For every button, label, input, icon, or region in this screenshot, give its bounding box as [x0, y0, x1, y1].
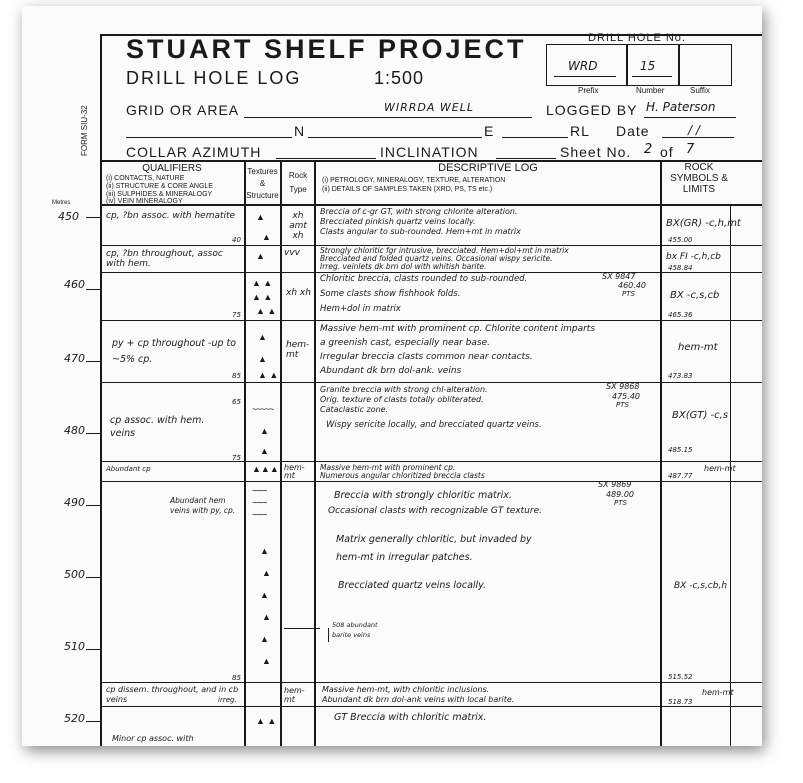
rock-type-interval-4: hem-mt: [286, 340, 310, 360]
sample-7: SX 9869: [598, 480, 632, 489]
desc-1-line-3: Clasts angular to sub-rounded. Hem+mt in matrix: [320, 227, 521, 236]
texture-triangle: ▲: [258, 332, 267, 342]
rock-title: Rock Type: [288, 171, 308, 194]
desc-item-2: (ii) DETAILS OF SAMPLES TAKEN (XRD, PS, TS etc.): [322, 186, 493, 193]
desc-4-line-4: Abundant dk brn dol-ank. veins: [320, 366, 462, 376]
desc-8-line-1: Massive hem-mt, with chloritic inclusions.: [322, 685, 490, 694]
desc-2-line-2: Brecciated and folded quartz veins. Occasional wispy sericite.: [320, 254, 553, 263]
qualifier-interval-7: Abundant hem veins with py, cp.: [170, 496, 236, 515]
date-label: Date: [616, 123, 650, 139]
texture-triangle: ▲: [262, 568, 271, 578]
texture-triangle: ▲: [258, 354, 267, 364]
qualifier-interval-8: cp dissem. throughout, and in cb veins: [106, 685, 239, 704]
sample-3-type: PTS: [622, 290, 635, 298]
desc-5-line-2: Orig. texture of clasts totally obliterated.: [320, 395, 484, 404]
rock-type-interval-8: hem-mt: [284, 686, 305, 704]
desc-8-line-2: Abundant dk brn dol-ank veins with local barite.: [322, 695, 515, 704]
core-mark-4: 65: [232, 398, 241, 406]
rock-type-interval-6: hem-mt: [284, 463, 305, 480]
depth-500: 500: [64, 568, 85, 581]
rock-type-interval-2: vvv: [284, 248, 300, 258]
rock-type-interval-3: xh xh: [286, 288, 311, 298]
texture-triangle: ▲: [260, 446, 269, 456]
desc-5-line-1: Granite breccia with strong chl-alteration.: [320, 385, 488, 394]
symbol-interval-6: hem-mt: [704, 464, 736, 473]
sheet-number[interactable]: 2: [644, 142, 653, 157]
core-mark-2: 75: [232, 311, 241, 319]
desc-1-line-1: Breccia of c-gr GT, with strong chlorite alteration.: [320, 207, 518, 216]
desc-6-line-1: Massive hem-mt with prominent cp.: [320, 463, 456, 472]
symbol-interval-3: BX -c,s,cb: [670, 290, 720, 301]
limit-interval-5: 485.15: [668, 446, 693, 454]
desc-3-line-3: Hem+dol in matrix: [320, 304, 401, 314]
qualifier-item-3: (iii) SULPHIDES & MINERALOGY: [106, 191, 213, 198]
desc-7-line-4: hem-mt in irregular patches.: [336, 552, 473, 563]
limit-interval-6: 487.77: [668, 472, 693, 480]
symbol-interval-8: hem-mt: [702, 688, 734, 697]
desc-4-line-1: Massive hem-mt with prominent cp. Chlorite content imparts: [320, 324, 596, 334]
drill-hole-no-label: DRILL HOLE No.: [588, 32, 686, 44]
qualifier-item-2: (ii) STRUCTURE & CORE ANGLE: [106, 183, 213, 190]
limit-interval-1: 455.00: [668, 236, 693, 244]
desc-5-line-4: Wispy sericite locally, and brecciated quartz veins.: [326, 420, 542, 430]
scale-label: 1:500: [374, 68, 425, 88]
sample-3-range: 460.40: [618, 281, 646, 290]
texture-triangle: ▲ ▲: [252, 292, 273, 302]
texture-triangle: ▲ ▲: [256, 716, 277, 726]
desc-3-line-1: Chloritic breccia, clasts rounded to sub-rounded.: [320, 274, 528, 284]
desc-6-line-2: Numerous angular chloritized breccia clasts: [320, 471, 485, 480]
desc-title: DESCRIPTIVE LOG: [438, 162, 538, 174]
project-title: STUART SHELF PROJECT: [126, 34, 527, 64]
texture-triangle: ▲: [262, 656, 271, 666]
rl-label: RL: [570, 123, 590, 139]
core-mark-6: 85: [232, 674, 241, 682]
desc-7-line-5: Brecciated quartz veins locally.: [338, 580, 487, 591]
sample-5-type: PTS: [616, 401, 629, 409]
sheet-of-label: of: [660, 144, 674, 160]
qualifier-item-1: (i) CONTACTS, NATURE: [106, 175, 185, 182]
texture-triangle: ▲: [256, 212, 265, 222]
metres-label: Metres: [52, 200, 71, 206]
grid-label: GRID OR AREA: [126, 102, 240, 118]
texture-triangle: ▲▲▲: [252, 464, 279, 474]
depth-450: 450: [58, 210, 79, 223]
texture-triangle: ▲ ▲: [252, 278, 273, 288]
limit-interval-7: 515.52: [668, 673, 693, 681]
texture-triangle: ▲: [262, 612, 271, 622]
texture-triangle: ▲: [260, 634, 269, 644]
qualifier-interval-2: cp, ?bn throughout, assoc with hem.: [106, 249, 223, 269]
qualifier-interval-9: Minor cp assoc. with: [112, 734, 194, 743]
core-mark-1: 40: [232, 236, 241, 244]
sample-5-range: 475.40: [612, 392, 640, 401]
symbol-interval-4: hem-mt: [678, 342, 718, 353]
qualifiers-title: QUALIFIERS: [142, 163, 202, 174]
suffix-label: Suffix: [690, 86, 710, 95]
desc-7-line-3: Matrix generally chloritic, but invaded by: [336, 534, 532, 545]
desc-7-line-1: Breccia with strongly chloritic matrix.: [334, 490, 512, 501]
desc-1-line-2: Brecciated pinkish quartz veins locally.: [320, 217, 476, 226]
symbols-title: ROCK SYMBOLS & LIMITS: [670, 162, 728, 195]
logged-by-label: LOGGED BY: [546, 102, 638, 118]
symbol-interval-7: BX -c,s,cb,h: [674, 581, 728, 591]
depth-460: 460: [64, 278, 85, 291]
qualifier-interval-5: cp assoc. with hem. veins: [110, 415, 205, 439]
prefix-label: Prefix: [578, 86, 599, 95]
desc-3-line-2: Some clasts show fishhook folds.: [320, 289, 461, 299]
limit-interval-4: 473.83: [668, 372, 693, 380]
log-subtitle: DRILL HOLE LOG: [126, 68, 302, 88]
depth-480: 480: [64, 424, 85, 437]
depth-510: 510: [64, 640, 85, 653]
symbol-interval-5: BX(GT) -c,s: [672, 410, 729, 421]
core-mark-5: 75: [232, 454, 241, 462]
sheet-total[interactable]: 7: [686, 142, 695, 157]
desc-2-line-3: Irreg. veinlets dk brn dol with whitish barite.: [320, 262, 487, 271]
depth-490: 490: [64, 496, 85, 509]
rock-type-interval-1: xh amt xh: [289, 211, 307, 241]
texture-triangle: ▲ ▲: [258, 370, 279, 380]
desc-2-line-1: Strongly chloritic fgr intrusive, brecciated. Hem+dol+mt in matrix: [320, 246, 569, 255]
sheet-label: Sheet No.: [560, 144, 632, 160]
date-value[interactable]: / /: [688, 123, 700, 137]
textures-title: Textures & Structure: [246, 167, 279, 200]
texture-triangle: ▲: [260, 546, 269, 556]
drill-hole-log-sheet: [22, 6, 762, 746]
number-label: Number: [636, 86, 665, 95]
inclination-label: INCLINATION: [380, 144, 479, 160]
desc-7-line-2: Occasional clasts with recognizable GT texture.: [328, 506, 542, 516]
qualifier-interval-4: py + cp throughout -up to ~5% cp.: [112, 338, 237, 365]
texture-triangle: ▲ ▲: [256, 306, 277, 316]
qualifier-interval-8-note: irreg.: [218, 696, 237, 704]
grid-value[interactable]: WIRRDA WELL: [384, 101, 474, 114]
note-interval-7: 508 abundant barite veins: [332, 621, 378, 639]
texture-triangle: ▲: [256, 251, 265, 261]
texture-triangle: ▲: [260, 590, 269, 600]
desc-item-1: (i) PETROLOGY, MINERALOGY, TEXTURE, ALTERATION: [322, 177, 506, 184]
desc-9-line-1: GT Breccia with chloritic matrix.: [334, 712, 487, 723]
sample-7-range: 489.00: [606, 490, 634, 499]
limit-interval-2: 458.84: [668, 264, 693, 272]
frame-left: [100, 34, 102, 746]
logged-by-value[interactable]: H. Paterson: [646, 100, 716, 114]
symbol-interval-1: BX(GR) -c,h,mt: [666, 218, 741, 229]
depth-470: 470: [64, 352, 85, 365]
form-number: FORM SIU-32: [80, 105, 89, 156]
e-label: E: [484, 123, 495, 139]
symbol-interval-2: bx FI -c,h,cb: [666, 252, 721, 262]
number-value[interactable]: 15: [640, 59, 656, 73]
qualifier-interval-1: cp, ?bn assoc. with hematite: [106, 211, 236, 221]
limit-interval-8: 518.73: [668, 698, 693, 706]
sample-5: SX 9868: [606, 382, 640, 391]
desc-4-line-2: a greenish cast, especially near base.: [320, 338, 490, 348]
prefix-value[interactable]: WRD: [568, 59, 598, 73]
limit-interval-3: 465.36: [668, 311, 693, 319]
core-mark-3: 85: [232, 372, 241, 380]
desc-4-line-3: Irregular breccia clasts common near contacts.: [320, 352, 533, 362]
sample-7-type: PTS: [614, 499, 627, 507]
depth-520: 520: [64, 712, 85, 725]
n-label: N: [294, 123, 306, 139]
texture-triangle: ▲: [260, 426, 269, 436]
collar-azimuth-label: COLLAR AZIMUTH: [126, 144, 262, 160]
sample-3: SX 9847: [602, 272, 636, 281]
texture-cataclastic: ~~~~~: [252, 404, 274, 414]
qualifier-item-4: (iv) VEIN MINERALOGY: [106, 198, 183, 205]
texture-triangle: ▲: [262, 232, 271, 242]
desc-5-line-3: Cataclastic zone.: [320, 405, 389, 414]
texture-veins: ~~~ ~~~ ~~~: [252, 486, 267, 521]
qualifier-interval-6: Abundant cp: [106, 465, 151, 473]
